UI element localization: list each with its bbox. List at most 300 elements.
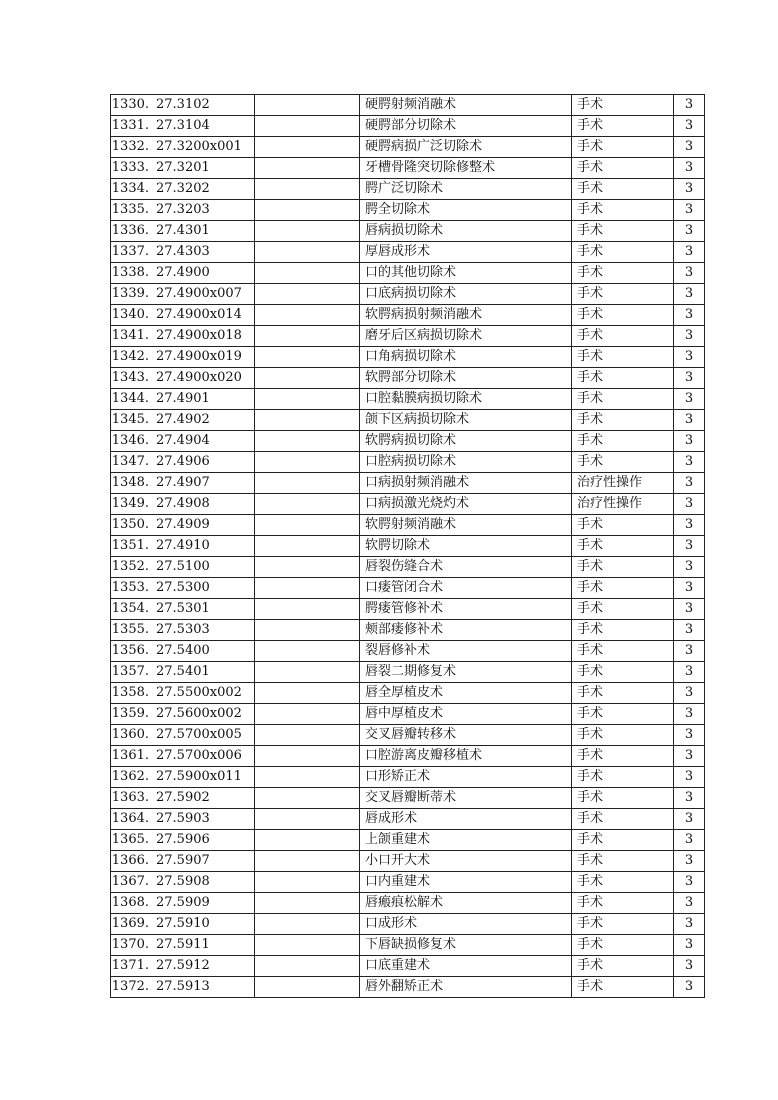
procedure-level-cell: 3 [674, 158, 705, 179]
table-row [111, 851, 705, 872]
procedure-code-cell: 27.5902 [150, 788, 255, 809]
procedure-code-cell: 27.4301 [150, 221, 255, 242]
procedure-name-cell: 上颌重建术 [360, 830, 572, 851]
procedure-level-cell: 3 [674, 557, 705, 578]
procedure-code-cell: 27.4900x018 [150, 326, 255, 347]
procedure-type-cell: 手术 [572, 536, 674, 557]
procedure-code-cell: 27.5913 [150, 977, 255, 998]
procedure-table-body [111, 95, 705, 998]
procedure-code-cell: 27.5907 [150, 851, 255, 872]
procedure-type-cell: 治疗性操作 [572, 494, 674, 515]
procedure-name-cell: 软腭病损射频消融术 [360, 305, 572, 326]
procedure-name-cell: 软腭切除术 [360, 536, 572, 557]
procedure-type-cell: 手术 [572, 704, 674, 725]
procedure-level-cell: 3 [674, 431, 705, 452]
procedure-code-cell: 27.4900x020 [150, 368, 255, 389]
blank-cell [255, 326, 360, 347]
table-row [111, 557, 705, 578]
procedure-level-cell: 3 [674, 956, 705, 977]
row-number-cell: 1365. [111, 830, 151, 851]
procedure-name-cell: 腭瘘管修补术 [360, 599, 572, 620]
row-number-cell: 1341. [111, 326, 151, 347]
procedure-code-cell: 27.5600x002 [150, 704, 255, 725]
blank-cell [255, 767, 360, 788]
procedure-type-cell: 手术 [572, 158, 674, 179]
row-number-cell: 1339. [111, 284, 151, 305]
procedure-name-cell: 唇成形术 [360, 809, 572, 830]
table-row [111, 977, 705, 998]
table-row [111, 158, 705, 179]
procedure-name-cell: 硬腭病损广泛切除术 [360, 137, 572, 158]
table-row [111, 914, 705, 935]
procedure-name-cell: 口的其他切除术 [360, 263, 572, 284]
procedure-code-cell: 27.5900x011 [150, 767, 255, 788]
blank-cell [255, 452, 360, 473]
procedure-code-cell: 27.5100 [150, 557, 255, 578]
table-row [111, 263, 705, 284]
procedure-type-cell: 手术 [572, 977, 674, 998]
table-row [111, 116, 705, 137]
procedure-name-cell: 口腔病损切除术 [360, 452, 572, 473]
procedure-level-cell: 3 [674, 914, 705, 935]
table-row [111, 95, 705, 116]
procedure-code-cell: 27.5906 [150, 830, 255, 851]
row-number-cell: 1340. [111, 305, 151, 326]
blank-cell [255, 137, 360, 158]
table-row [111, 515, 705, 536]
procedure-type-cell: 手术 [572, 389, 674, 410]
table-row [111, 410, 705, 431]
table-row [111, 431, 705, 452]
procedure-code-cell: 27.3201 [150, 158, 255, 179]
row-number-cell: 1353. [111, 578, 151, 599]
blank-cell [255, 179, 360, 200]
procedure-type-cell: 手术 [572, 725, 674, 746]
row-number-cell: 1347. [111, 452, 151, 473]
table-row [111, 935, 705, 956]
procedure-code-cell: 27.4909 [150, 515, 255, 536]
table-row [111, 830, 705, 851]
procedure-name-cell: 厚唇成形术 [360, 242, 572, 263]
table-row [111, 704, 705, 725]
table-row [111, 683, 705, 704]
procedure-type-cell: 手术 [572, 116, 674, 137]
procedure-level-cell: 3 [674, 326, 705, 347]
procedure-level-cell: 3 [674, 179, 705, 200]
procedure-level-cell: 3 [674, 347, 705, 368]
procedure-name-cell: 口内重建术 [360, 872, 572, 893]
row-number-cell: 1350. [111, 515, 151, 536]
procedure-table [110, 94, 705, 998]
procedure-level-cell: 3 [674, 242, 705, 263]
procedure-level-cell: 3 [674, 788, 705, 809]
procedure-type-cell: 手术 [572, 221, 674, 242]
procedure-code-cell: 27.4900x007 [150, 284, 255, 305]
table-row [111, 809, 705, 830]
table-row [111, 242, 705, 263]
procedure-level-cell: 3 [674, 221, 705, 242]
procedure-level-cell: 3 [674, 746, 705, 767]
procedure-type-cell: 手术 [572, 935, 674, 956]
row-number-cell: 1333. [111, 158, 151, 179]
procedure-code-cell: 27.4907 [150, 473, 255, 494]
procedure-level-cell: 3 [674, 116, 705, 137]
blank-cell [255, 305, 360, 326]
row-number-cell: 1367. [111, 872, 151, 893]
procedure-type-cell: 手术 [572, 767, 674, 788]
procedure-name-cell: 口腔游离皮瓣移植术 [360, 746, 572, 767]
procedure-level-cell: 3 [674, 641, 705, 662]
blank-cell [255, 242, 360, 263]
procedure-name-cell: 软腭病损切除术 [360, 431, 572, 452]
procedure-code-cell: 27.5300 [150, 578, 255, 599]
procedure-level-cell: 3 [674, 662, 705, 683]
table-row [111, 137, 705, 158]
table-row [111, 473, 705, 494]
procedure-code-cell: 27.4904 [150, 431, 255, 452]
blank-cell [255, 431, 360, 452]
procedure-code-cell: 27.3203 [150, 200, 255, 221]
row-number-cell: 1336. [111, 221, 151, 242]
procedure-type-cell: 手术 [572, 179, 674, 200]
procedure-type-cell: 手术 [572, 452, 674, 473]
procedure-code-cell: 27.4902 [150, 410, 255, 431]
table-row [111, 494, 705, 515]
row-number-cell: 1351. [111, 536, 151, 557]
blank-cell [255, 830, 360, 851]
blank-cell [255, 851, 360, 872]
procedure-level-cell: 3 [674, 95, 705, 116]
procedure-level-cell: 3 [674, 599, 705, 620]
table-row [111, 893, 705, 914]
procedure-name-cell: 硬腭射频消融术 [360, 95, 572, 116]
procedure-name-cell: 硬腭部分切除术 [360, 116, 572, 137]
blank-cell [255, 116, 360, 137]
row-number-cell: 1331. [111, 116, 151, 137]
blank-cell [255, 536, 360, 557]
row-number-cell: 1344. [111, 389, 151, 410]
procedure-name-cell: 口底重建术 [360, 956, 572, 977]
procedure-type-cell: 手术 [572, 515, 674, 536]
procedure-type-cell: 手术 [572, 956, 674, 977]
row-number-cell: 1348. [111, 473, 151, 494]
blank-cell [255, 158, 360, 179]
procedure-type-cell: 手术 [572, 242, 674, 263]
procedure-type-cell: 手术 [572, 263, 674, 284]
procedure-type-cell: 手术 [572, 620, 674, 641]
row-number-cell: 1343. [111, 368, 151, 389]
table-row [111, 179, 705, 200]
row-number-cell: 1352. [111, 557, 151, 578]
procedure-type-cell: 手术 [572, 851, 674, 872]
blank-cell [255, 263, 360, 284]
procedure-level-cell: 3 [674, 683, 705, 704]
procedure-name-cell: 唇病损切除术 [360, 221, 572, 242]
procedure-type-cell: 手术 [572, 830, 674, 851]
blank-cell [255, 95, 360, 116]
procedure-name-cell: 软腭射频消融术 [360, 515, 572, 536]
procedure-name-cell: 唇裂伤缝合术 [360, 557, 572, 578]
blank-cell [255, 788, 360, 809]
table-row [111, 956, 705, 977]
procedure-level-cell: 3 [674, 389, 705, 410]
procedure-code-cell: 27.5908 [150, 872, 255, 893]
blank-cell [255, 641, 360, 662]
blank-cell [255, 893, 360, 914]
procedure-type-cell: 治疗性操作 [572, 473, 674, 494]
blank-cell [255, 494, 360, 515]
procedure-code-cell: 27.5909 [150, 893, 255, 914]
procedure-name-cell: 口底病损切除术 [360, 284, 572, 305]
row-number-cell: 1349. [111, 494, 151, 515]
procedure-name-cell: 口成形术 [360, 914, 572, 935]
procedure-code-cell: 27.5911 [150, 935, 255, 956]
procedure-type-cell: 手术 [572, 578, 674, 599]
procedure-name-cell: 磨牙后区病损切除术 [360, 326, 572, 347]
table-row [111, 200, 705, 221]
procedure-level-cell: 3 [674, 137, 705, 158]
row-number-cell: 1361. [111, 746, 151, 767]
row-number-cell: 1334. [111, 179, 151, 200]
blank-cell [255, 725, 360, 746]
procedure-name-cell: 交叉唇瓣转移术 [360, 725, 572, 746]
row-number-cell: 1338. [111, 263, 151, 284]
procedure-level-cell: 3 [674, 473, 705, 494]
blank-cell [255, 620, 360, 641]
procedure-level-cell: 3 [674, 830, 705, 851]
table-row [111, 767, 705, 788]
table-row [111, 662, 705, 683]
procedure-code-cell: 27.5500x002 [150, 683, 255, 704]
table-row [111, 872, 705, 893]
blank-cell [255, 221, 360, 242]
blank-cell [255, 599, 360, 620]
procedure-type-cell: 手术 [572, 788, 674, 809]
procedure-name-cell: 唇中厚植皮术 [360, 704, 572, 725]
procedure-level-cell: 3 [674, 200, 705, 221]
row-number-cell: 1345. [111, 410, 151, 431]
table-row [111, 221, 705, 242]
procedure-type-cell: 手术 [572, 284, 674, 305]
procedure-name-cell: 唇外翻矫正术 [360, 977, 572, 998]
blank-cell [255, 473, 360, 494]
blank-cell [255, 284, 360, 305]
row-number-cell: 1358. [111, 683, 151, 704]
procedure-level-cell: 3 [674, 263, 705, 284]
row-number-cell: 1372. [111, 977, 151, 998]
procedure-level-cell: 3 [674, 809, 705, 830]
procedure-code-cell: 27.4901 [150, 389, 255, 410]
blank-cell [255, 809, 360, 830]
table-row [111, 305, 705, 326]
table-row [111, 620, 705, 641]
procedure-level-cell: 3 [674, 977, 705, 998]
procedure-name-cell: 唇瘢痕松解术 [360, 893, 572, 914]
row-number-cell: 1363. [111, 788, 151, 809]
table-row [111, 746, 705, 767]
procedure-type-cell: 手术 [572, 599, 674, 620]
blank-cell [255, 746, 360, 767]
procedure-type-cell: 手术 [572, 641, 674, 662]
row-number-cell: 1330. [111, 95, 151, 116]
row-number-cell: 1359. [111, 704, 151, 725]
procedure-name-cell: 颌下区病损切除术 [360, 410, 572, 431]
blank-cell [255, 662, 360, 683]
procedure-code-cell: 27.4908 [150, 494, 255, 515]
table-row [111, 578, 705, 599]
procedure-level-cell: 3 [674, 704, 705, 725]
table-row [111, 641, 705, 662]
blank-cell [255, 872, 360, 893]
blank-cell [255, 557, 360, 578]
row-number-cell: 1366. [111, 851, 151, 872]
procedure-code-cell: 27.4900x014 [150, 305, 255, 326]
table-row [111, 326, 705, 347]
procedure-name-cell: 下唇缺损修复术 [360, 935, 572, 956]
procedure-name-cell: 口腔黏膜病损切除术 [360, 389, 572, 410]
row-number-cell: 1356. [111, 641, 151, 662]
procedure-type-cell: 手术 [572, 431, 674, 452]
table-row [111, 599, 705, 620]
procedure-type-cell: 手术 [572, 200, 674, 221]
row-number-cell: 1368. [111, 893, 151, 914]
blank-cell [255, 683, 360, 704]
procedure-type-cell: 手术 [572, 746, 674, 767]
procedure-code-cell: 27.5700x006 [150, 746, 255, 767]
blank-cell [255, 977, 360, 998]
blank-cell [255, 914, 360, 935]
procedure-level-cell: 3 [674, 536, 705, 557]
procedure-type-cell: 手术 [572, 95, 674, 116]
procedure-name-cell: 口形矫正术 [360, 767, 572, 788]
procedure-code-cell: 27.5301 [150, 599, 255, 620]
blank-cell [255, 389, 360, 410]
procedure-type-cell: 手术 [572, 368, 674, 389]
procedure-type-cell: 手术 [572, 410, 674, 431]
table-row [111, 452, 705, 473]
procedure-code-cell: 27.4303 [150, 242, 255, 263]
procedure-level-cell: 3 [674, 725, 705, 746]
table-row [111, 368, 705, 389]
row-number-cell: 1369. [111, 914, 151, 935]
procedure-level-cell: 3 [674, 515, 705, 536]
procedure-code-cell: 27.5910 [150, 914, 255, 935]
row-number-cell: 1335. [111, 200, 151, 221]
row-number-cell: 1370. [111, 935, 151, 956]
procedure-level-cell: 3 [674, 368, 705, 389]
blank-cell [255, 200, 360, 221]
procedure-code-cell: 27.3202 [150, 179, 255, 200]
procedure-name-cell: 裂唇修补术 [360, 641, 572, 662]
procedure-code-cell: 27.5303 [150, 620, 255, 641]
procedure-level-cell: 3 [674, 872, 705, 893]
procedure-code-cell: 27.3104 [150, 116, 255, 137]
row-number-cell: 1371. [111, 956, 151, 977]
procedure-type-cell: 手术 [572, 557, 674, 578]
blank-cell [255, 410, 360, 431]
procedure-type-cell: 手术 [572, 347, 674, 368]
procedure-code-cell: 27.5903 [150, 809, 255, 830]
procedure-code-cell: 27.5401 [150, 662, 255, 683]
row-number-cell: 1332. [111, 137, 151, 158]
blank-cell [255, 704, 360, 725]
procedure-level-cell: 3 [674, 305, 705, 326]
procedure-name-cell: 牙槽骨隆突切除修整术 [360, 158, 572, 179]
procedure-level-cell: 3 [674, 578, 705, 599]
procedure-name-cell: 颊部瘘修补术 [360, 620, 572, 641]
procedure-code-cell: 27.4906 [150, 452, 255, 473]
procedure-name-cell: 唇裂二期修复术 [360, 662, 572, 683]
procedure-name-cell: 交叉唇瓣断蒂术 [360, 788, 572, 809]
procedure-code-cell: 27.4900x019 [150, 347, 255, 368]
procedure-type-cell: 手术 [572, 305, 674, 326]
procedure-level-cell: 3 [674, 767, 705, 788]
procedure-code-cell: 27.5700x005 [150, 725, 255, 746]
procedure-type-cell: 手术 [572, 137, 674, 158]
procedure-name-cell: 软腭部分切除术 [360, 368, 572, 389]
procedure-name-cell: 小口开大术 [360, 851, 572, 872]
procedure-type-cell: 手术 [572, 809, 674, 830]
procedure-level-cell: 3 [674, 893, 705, 914]
procedure-code-cell: 27.3102 [150, 95, 255, 116]
blank-cell [255, 368, 360, 389]
procedure-level-cell: 3 [674, 935, 705, 956]
document-page [110, 94, 705, 998]
procedure-type-cell: 手术 [572, 872, 674, 893]
procedure-type-cell: 手术 [572, 893, 674, 914]
blank-cell [255, 578, 360, 599]
procedure-name-cell: 口瘘管闭合术 [360, 578, 572, 599]
row-number-cell: 1360. [111, 725, 151, 746]
procedure-code-cell: 27.3200x001 [150, 137, 255, 158]
procedure-level-cell: 3 [674, 410, 705, 431]
procedure-name-cell: 唇全厚植皮术 [360, 683, 572, 704]
procedure-code-cell: 27.5912 [150, 956, 255, 977]
procedure-name-cell: 口角病损切除术 [360, 347, 572, 368]
row-number-cell: 1354. [111, 599, 151, 620]
table-row [111, 788, 705, 809]
row-number-cell: 1337. [111, 242, 151, 263]
row-number-cell: 1362. [111, 767, 151, 788]
procedure-name-cell: 腭广泛切除术 [360, 179, 572, 200]
row-number-cell: 1342. [111, 347, 151, 368]
procedure-code-cell: 27.5400 [150, 641, 255, 662]
blank-cell [255, 515, 360, 536]
table-row [111, 536, 705, 557]
procedure-level-cell: 3 [674, 284, 705, 305]
procedure-code-cell: 27.4900 [150, 263, 255, 284]
table-row [111, 725, 705, 746]
blank-cell [255, 956, 360, 977]
procedure-type-cell: 手术 [572, 662, 674, 683]
procedure-name-cell: 口病损射频消融术 [360, 473, 572, 494]
procedure-level-cell: 3 [674, 494, 705, 515]
row-number-cell: 1357. [111, 662, 151, 683]
row-number-cell: 1346. [111, 431, 151, 452]
row-number-cell: 1364. [111, 809, 151, 830]
procedure-name-cell: 腭全切除术 [360, 200, 572, 221]
procedure-code-cell: 27.4910 [150, 536, 255, 557]
row-number-cell: 1355. [111, 620, 151, 641]
procedure-level-cell: 3 [674, 620, 705, 641]
procedure-type-cell: 手术 [572, 683, 674, 704]
procedure-type-cell: 手术 [572, 914, 674, 935]
procedure-type-cell: 手术 [572, 326, 674, 347]
blank-cell [255, 347, 360, 368]
blank-cell [255, 935, 360, 956]
table-row [111, 347, 705, 368]
procedure-name-cell: 口病损激光烧灼术 [360, 494, 572, 515]
